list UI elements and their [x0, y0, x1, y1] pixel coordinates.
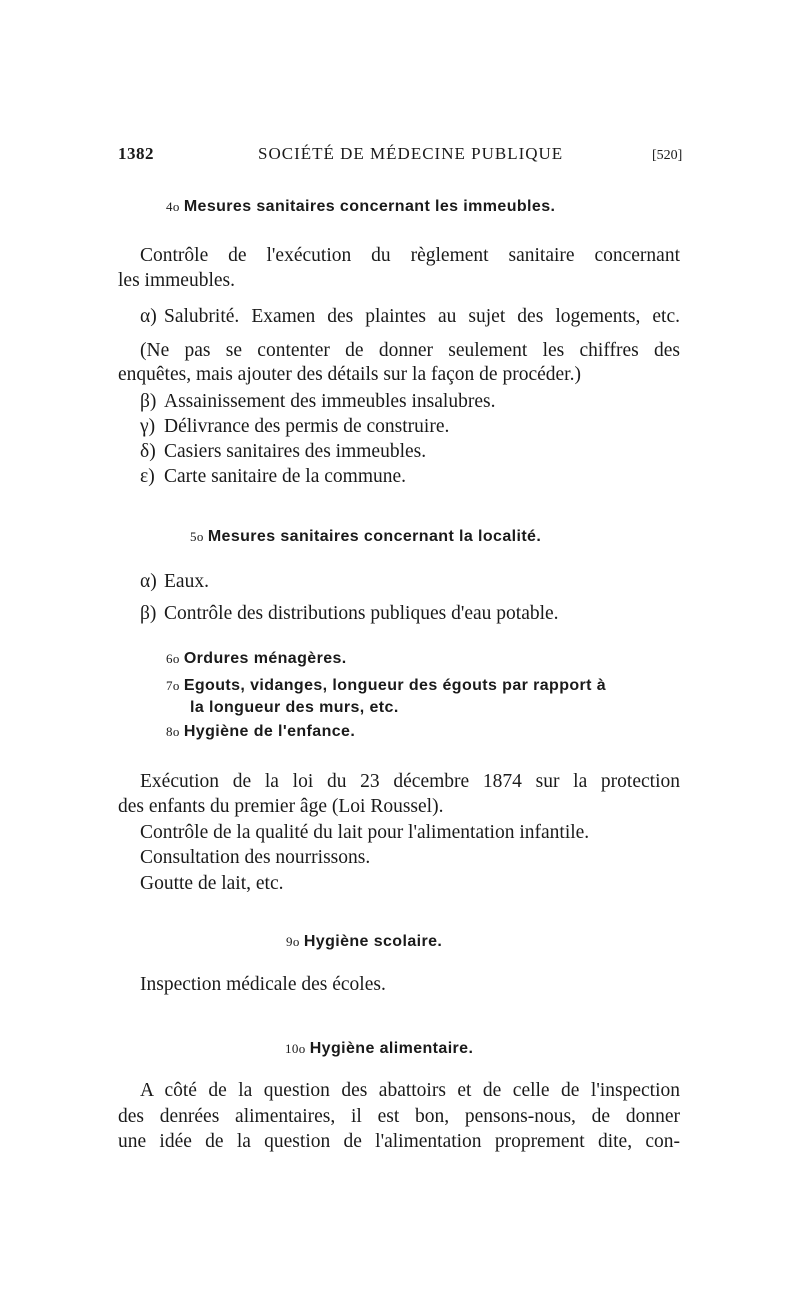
item-text-alpha: Salubrité. Examen des plaintes au sujet des logements, etc.	[164, 306, 680, 327]
section-6-heading	[166, 650, 347, 668]
section-4-number: 4o	[166, 199, 180, 214]
section-8-number: 8o	[166, 724, 180, 739]
item-text-epsilon: Carte sanitaire de la commune.	[164, 466, 407, 487]
sec8-line-2: des enfants du premier âge (Loi Roussel).	[118, 796, 444, 817]
sec4-item-epsilon	[140, 466, 406, 488]
sec4-paragraph-line-1: Contrôle de l'exécution du règlement sanitaire concernant	[140, 245, 680, 266]
sec10-line-2: des denrées alimentaires, il est bon, pensons-nous, de donner	[118, 1106, 680, 1127]
section-8-title: Hygiène de l'enfance.	[183, 723, 356, 740]
item-marker-delta: δ)	[140, 441, 156, 462]
sec4-note-line-2: enquêtes, mais ajouter des détails sur la façon de procéder.)	[118, 364, 581, 385]
section-7-title-line-2: la longueur des murs, etc.	[190, 699, 399, 716]
sec4-paragraph-line-2: les immeubles.	[118, 270, 235, 291]
section-7-title-line-1: Egouts, vidanges, longueur des égouts par rapport à	[183, 677, 607, 694]
item-text-delta: Casiers sanitaires des immeubles.	[164, 441, 427, 462]
section-4-heading	[166, 198, 555, 216]
sec10-line-1: A côté de la question des abattoirs et de celle de l'inspection	[140, 1080, 680, 1101]
sec8-line-5: Goutte de lait, etc.	[140, 873, 284, 894]
sec10-line-3: une idée de la question de l'alimentation proprement dite, con-	[118, 1131, 680, 1152]
section-5-heading	[190, 528, 541, 546]
sec4-item-gamma	[140, 416, 449, 438]
item-marker-beta: β)	[140, 391, 157, 412]
sec4-item-beta	[140, 391, 495, 413]
sec5-item-alpha	[140, 571, 209, 593]
section-6-title: Ordures ménagères.	[183, 650, 347, 667]
section-10-heading	[285, 1040, 473, 1058]
sec8-line-4: Consultation des nourrissons.	[140, 847, 371, 868]
item-text-beta: Assainissement des immeubles insalubres.	[164, 391, 496, 412]
sec8-line-1: Exécution de la loi du 23 décembre 1874 sur la protection	[140, 771, 680, 792]
sec5-item-beta	[140, 603, 559, 625]
section-5-number: 5o	[190, 529, 204, 544]
item-text-beta: Contrôle des distributions publiques d'eau potable.	[164, 603, 559, 624]
item-marker-beta: β)	[140, 603, 157, 624]
sec4-item-delta	[140, 441, 426, 463]
section-10-title: Hygiène alimentaire.	[309, 1040, 474, 1057]
item-marker-alpha: α)	[140, 571, 157, 592]
section-9-title: Hygiène scolaire.	[303, 933, 443, 950]
section-7-heading	[166, 677, 606, 695]
section-6-number: 6o	[166, 651, 180, 666]
section-7-number: 7o	[166, 678, 180, 693]
section-4-title: Mesures sanitaires concernant les immeubles.	[183, 198, 556, 215]
sec4-note-line-1: (Ne pas se contenter de donner seulement les chiffres des	[140, 340, 680, 361]
item-marker-gamma: γ)	[140, 416, 156, 437]
section-9-number: 9o	[286, 934, 300, 949]
sec8-line-3: Contrôle de la qualité du lait pour l'alimentation infantile.	[140, 822, 590, 843]
running-title: SOCIÉTÉ DE MÉDECINE PUBLIQUE	[258, 144, 564, 163]
section-9-heading	[286, 933, 442, 951]
item-marker-epsilon: ε)	[140, 466, 155, 487]
bracket-page-number: [520]	[652, 148, 683, 163]
sec9-line-1: Inspection médicale des écoles.	[140, 974, 386, 995]
sec4-item-alpha	[140, 306, 680, 328]
item-marker-alpha: α)	[140, 306, 157, 327]
item-text-gamma: Délivrance des permis de construire.	[164, 416, 450, 437]
section-10-number: 10o	[285, 1041, 306, 1056]
page-number: 1382	[118, 144, 154, 163]
section-5-title: Mesures sanitaires concernant la localité.	[207, 528, 542, 545]
item-text-alpha: Eaux.	[164, 571, 209, 592]
section-8-heading	[166, 723, 355, 741]
